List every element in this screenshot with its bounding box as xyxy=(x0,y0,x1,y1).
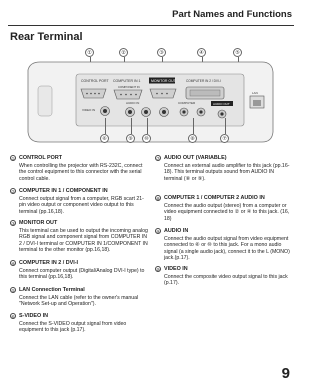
item-description: Connect the audio output signal from video equipment connected to ⑥ or ⑩ to this jack. For a mono audio signal (a single audio jack), connect it to the L (MONO) jack.(p.17). xyxy=(164,235,290,262)
item-title: AUDIO IN xyxy=(164,228,189,234)
item-number: ② xyxy=(11,189,15,195)
item-description: Connect the audio output (stereo) from a computer or video equipment connected to ② or ④ to this jack. (16, 18) xyxy=(164,202,290,222)
item-title: MONITOR OUT xyxy=(19,220,58,226)
item-computer-in-1 xyxy=(10,188,148,215)
callout-8-line xyxy=(193,118,194,134)
page-header-title: Part Names and Functions xyxy=(172,9,292,20)
callout-7-line xyxy=(225,118,226,134)
callout-9: ⑨ xyxy=(126,134,135,143)
callout-1: ① xyxy=(85,48,94,57)
callout-6-line xyxy=(105,118,106,134)
panel-label-video-in: VIDEO IN xyxy=(82,108,96,112)
item-number: ⑤ xyxy=(11,288,15,294)
item-number: ⑩ xyxy=(156,267,160,273)
item-monitor-out xyxy=(10,220,148,254)
callout-2: ② xyxy=(119,48,128,57)
item-s-video-in xyxy=(10,313,148,334)
item-number: ③ xyxy=(11,221,15,227)
panel-label-audio-out: AUDIO OUT xyxy=(213,102,230,106)
panel-label-monitor-out: MONITOR OUT xyxy=(151,79,176,83)
item-description: Connect the LAN cable (refer to the owner's manual "Network Set-up and Operation"). xyxy=(19,294,139,308)
item-description: Connect an external audio amplifier to this jack (pp.16-18). This terminal outputs sound from AUDIO IN terminal (⑧ or ⑨). xyxy=(164,162,290,182)
item-title: COMPUTER IN 1 / COMPONENT IN xyxy=(19,188,108,194)
item-number: ⑨ xyxy=(156,229,160,235)
item-number: ④ xyxy=(11,261,15,267)
item-title: LAN Connection Terminal xyxy=(19,287,85,293)
item-title: CONTROL PORT xyxy=(19,155,63,161)
item-computer-in-2 xyxy=(10,260,148,281)
item-audio-in xyxy=(155,228,293,262)
item-title: S-VIDEO IN xyxy=(19,313,49,319)
item-number: ⑧ xyxy=(156,196,160,202)
item-description: Connect output signal from a computer, RGB scart 21-pin video output or component video output to this terminal (pp.16,18). xyxy=(19,195,144,215)
item-description: This terminal can be used to output the incoming analog RGB signal and component signal from COMPUTER IN 2 / DVI-I terminal or COMPUTER IN 1/COMPONENT IN terminal to the other monitor (pp.16,18). xyxy=(19,227,148,254)
callout-6: ⑥ xyxy=(100,134,109,143)
panel-label-component-in: COMPONENT IN xyxy=(118,85,140,89)
item-title: VIDEO IN xyxy=(164,266,188,272)
panel-label-control-port: CONTROL PORT xyxy=(81,79,109,83)
panel-label-audio-in: AUDIO IN xyxy=(126,101,140,105)
item-title: COMPUTER 1 / COMPUTER 2 AUDIO IN xyxy=(164,195,265,201)
item-title: COMPUTER IN 2 / DVI-I xyxy=(19,260,79,266)
item-number: ⑦ xyxy=(156,156,160,162)
rear-terminal-panel xyxy=(26,56,276,146)
panel-label-lan: LAN xyxy=(252,91,258,95)
page-number: 9 xyxy=(281,365,290,382)
callout-4: ④ xyxy=(197,48,206,57)
item-description: Connect the S-VIDEO output signal from video equipment to this jack (p.17). xyxy=(19,320,127,334)
item-lan xyxy=(10,287,148,308)
item-computer-audio-in xyxy=(155,195,293,222)
item-control-port xyxy=(10,155,148,182)
item-title: AUDIO OUT (VARIABLE) xyxy=(164,155,227,161)
callout-7: ⑦ xyxy=(220,134,229,143)
panel-label-computer: COMPUTER xyxy=(178,101,196,105)
callout-3: ③ xyxy=(157,48,166,57)
callout-5: ⑤ xyxy=(233,48,242,57)
callout-10-line xyxy=(147,118,148,134)
item-audio-out xyxy=(155,155,293,182)
item-description: Connect the composite video output signal to this jack (p.17). xyxy=(164,273,288,287)
callout-9-line xyxy=(131,118,132,134)
item-number: ⑥ xyxy=(11,314,15,320)
item-description: When controlling the projector with RS-232C, connect the control equipment to this connector with the serial control cable. xyxy=(19,162,143,182)
section-title: Rear Terminal xyxy=(10,31,83,43)
panel-label-computer-in-1: COMPUTER IN 1 xyxy=(113,79,141,83)
callout-8: ⑧ xyxy=(188,134,197,143)
callout-10: ⑩ xyxy=(142,134,151,143)
panel-label-computer-in-2: COMPUTER IN 2 / DVI-I xyxy=(186,79,221,83)
item-number: ① xyxy=(11,156,15,162)
item-description: Connect computer output (Digital/Analog DVI-I type) to this terminal (pp.16,18). xyxy=(19,267,145,281)
item-video-in xyxy=(155,266,293,287)
